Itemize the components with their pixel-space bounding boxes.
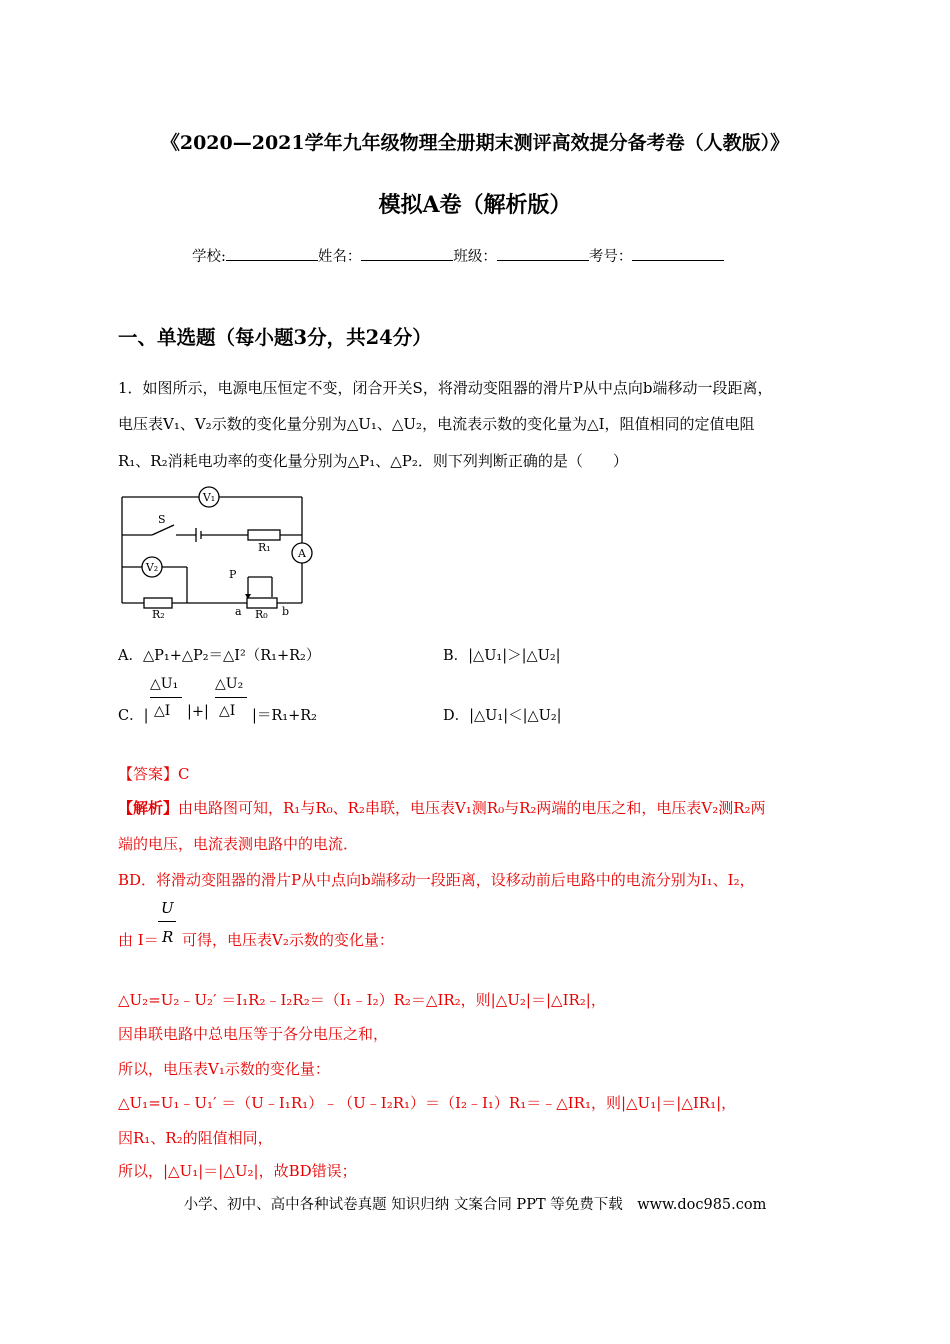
analysis-line-10: 所以，|△U₁|＝|△U₂|，故BD错误；: [118, 1162, 357, 1180]
question-line-1: 1．如图所示，电源电压恒定不变，闭合开关S，将滑动变阻器的滑片P从中点向b端移动一段距离，: [118, 379, 773, 397]
option-c-frac2-num: △U₂: [215, 676, 244, 692]
exam-no-blank: [632, 246, 724, 261]
r0-label: R₀: [255, 608, 268, 620]
page-footer: 小学、初中、高中各种试卷真题 知识归纳 文案合同 PPT 等免费下载 www.doc985.com: [183, 1197, 767, 1213]
option-c-prefix: C．|: [118, 708, 149, 724]
question-line-2: 电压表V₁、V₂示数的变化量分别为△U₁、△U₂，电流表示数的变化量为△I，阻值相同的定值电阻: [118, 415, 755, 433]
option-c-frac2-bar: [215, 697, 247, 698]
option-c-suffix: |＝R₁+R₂: [252, 708, 317, 724]
b-label: b: [282, 605, 290, 618]
analysis-line-9: 因R₁、R₂的阻值相同，: [118, 1129, 273, 1147]
analysis-line-4-prefix: 由 I＝: [118, 931, 159, 949]
analysis-line-8: △U₁=U₁﹣U₁′ ＝（U﹣I₁R₁）﹣（U﹣I₂R₁）＝（I₂﹣I₁）R₁＝﹣△IR₁，则|△U₁|＝|△IR₁|，: [118, 1094, 737, 1112]
v2-label: V₂: [145, 561, 159, 574]
ammeter-label: A: [298, 547, 306, 560]
name-label: 姓名：: [317, 249, 362, 265]
v1-label: V₁: [202, 491, 216, 504]
option-a: A．△P₁+△P₂＝△I²（R₁+R₂）: [118, 648, 321, 664]
switch-label: S: [158, 513, 166, 526]
option-c-mid: |+|: [187, 704, 209, 720]
analysis-line-4-suffix: 可得，电压表V₂示数的变化量：: [182, 931, 394, 949]
analysis-line-1: [118, 797, 766, 818]
analysis-line-5: △U₂=U₂﹣U₂′ ＝I₁R₂﹣I₂R₂＝（I₁﹣I₂）R₂＝△IR₂，则|△U₂|＝|△IR₂|，: [118, 991, 606, 1009]
analysis-line-3: BD．将滑动变阻器的滑片P从中点向b端移动一段距离，设移动前后电路中的电流分别为I₁、I₂，: [118, 871, 755, 889]
a-label: a: [235, 605, 242, 618]
analysis-line-1-text: 由电路图可知，R₁与R₀、R₂串联，电压表V₁测R₀与R₂两端的电压之和，电压表V₂测R₂两: [178, 799, 766, 817]
r2-resistor: [144, 598, 172, 608]
analysis-line-2: 端的电压，电流表测电路中的电流．: [118, 835, 359, 853]
section-heading: 一、单选题（每小题3分，共24分）: [118, 326, 432, 349]
document-title: 《2020—2021学年九年级物理全册期末测评高效提分备考卷（人教版）》: [160, 132, 790, 154]
analysis-line-7: 所以，电压表V₁示数的变化量：: [118, 1060, 330, 1078]
analysis-tag: 【解析】: [118, 799, 179, 817]
r1-resistor: [248, 530, 280, 540]
question-line-3: R₁、R₂消耗电功率的变化量分别为△P₁、△P₂．则下列判断正确的是（ ）: [118, 452, 628, 470]
option-d: D．|△U₁|＜|△U₂|: [443, 708, 562, 724]
r1-label: R₁: [258, 541, 271, 554]
r2-label: R₂: [152, 608, 165, 620]
class-label: 班级：: [453, 249, 497, 265]
formula-bar: [158, 921, 176, 922]
name-blank: [361, 246, 453, 261]
formula-numerator: U: [161, 899, 174, 917]
p-label: P: [229, 568, 237, 581]
circuit-diagram: [112, 485, 322, 620]
option-b: B．|△U₁|＞|△U₂|: [443, 648, 561, 664]
analysis-line-6: 因串联电路中总电压等于各分电压之和，: [118, 1025, 389, 1043]
class-blank: [497, 246, 589, 261]
school-blank: [226, 246, 318, 261]
answer-label: 【答案】C: [118, 765, 190, 783]
r0-rheostat: [247, 598, 277, 608]
student-info-row: [192, 245, 724, 266]
option-c-frac1-bar: [150, 697, 182, 698]
school-label: 学校:: [192, 249, 226, 265]
option-c-frac2-den: △I: [219, 703, 236, 719]
document-subtitle: 模拟A卷（解析版）: [378, 192, 572, 218]
option-c-frac1-den: △I: [154, 703, 171, 719]
formula-denominator: R: [162, 928, 174, 946]
exam-no-label: 考号：: [588, 249, 633, 265]
option-c-frac1-num: △U₁: [150, 676, 179, 692]
